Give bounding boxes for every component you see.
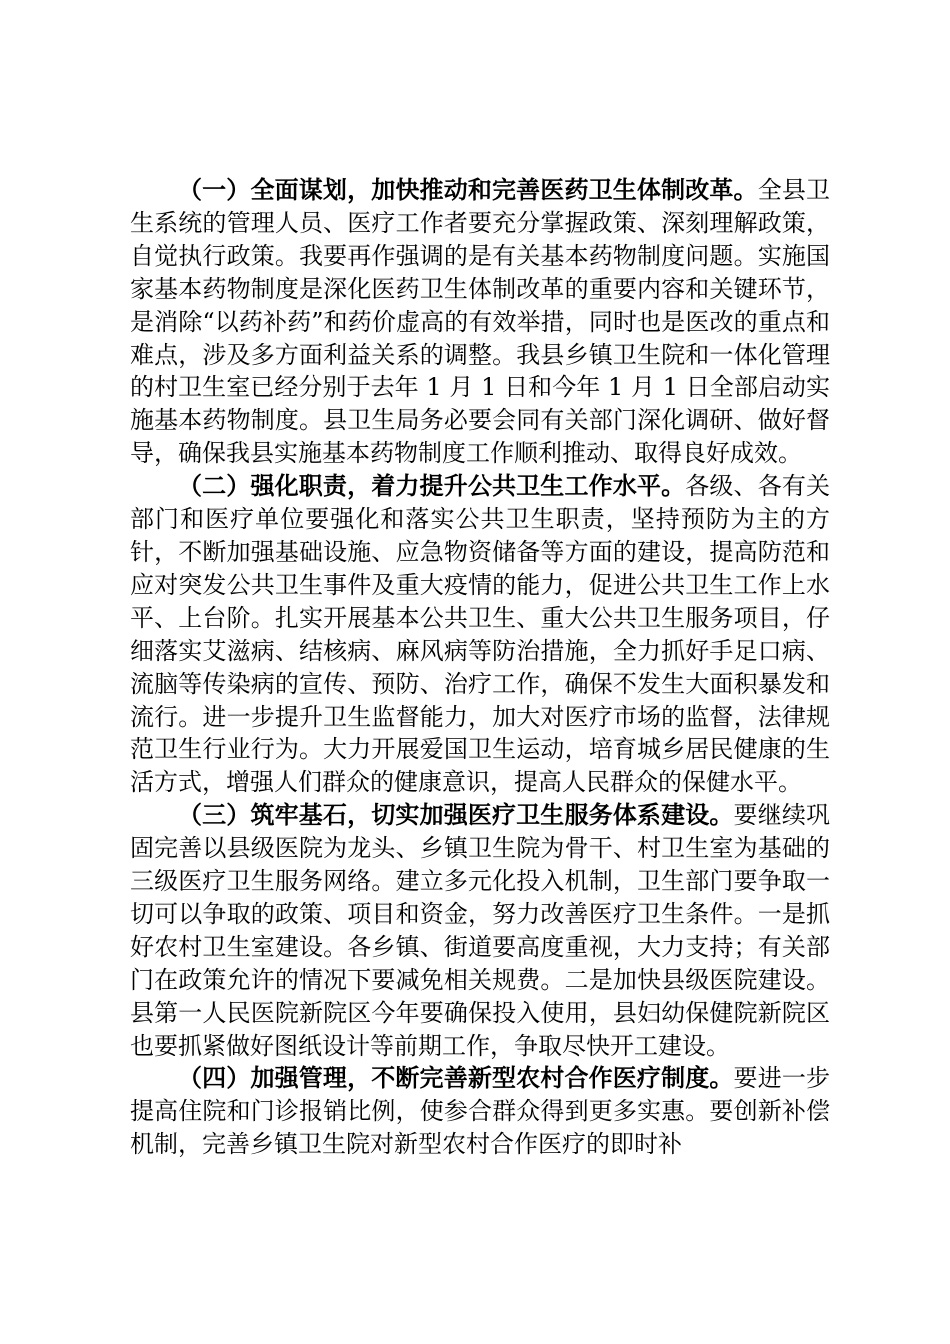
paragraph-1-heading: （一）全面谋划，加快推动和完善医药卫生体制改革。: [178, 176, 758, 204]
document-body: [130, 174, 830, 1161]
paragraph-2-heading: （二）强化职责，着力提升公共卫生工作水平。: [178, 472, 686, 501]
paragraph-2-body: 各级、各有关部门和医疗单位要强化和落实公共卫生职责，坚持预防为主的方针，不断加强基础设施、应急物资储备等方面的建设，提高防范和应对突发公共卫生事件及重大疫情的能力，促进公共卫生工作上水平、上台阶。扎实开展基本公共卫生、重大公共卫生服务项目，仔细落实艾滋病、结核病、麻风病等防治措施，全力抓好手足口病、流脑等传染病的宣传、预防、治疗工作，确保不发生大面积暴发和流行。进一步提升卫生监督能力，加大对医疗市场的监督，法律规范卫生行业行为。大力开展爱国卫生运动，培育城乡居民健康的生活方式，增强人们群众的健康意识，提高人民群众的保健水平。: [130, 472, 831, 797]
paragraph-4-body: 要进一步提高住院和门诊报销比例，使参合群众得到更多实惠。要创新补偿机制，完善乡镇卫生院对新型农村合作医疗的即时补: [130, 1064, 831, 1159]
paragraph-3-body: 要继续巩固完善以县级医院为龙头、乡镇卫生院为骨干、村卫生室为基础的三级医疗卫生服务网络。建立多元化投入机制，卫生部门要争取一切可以争取的政策、项目和资金，努力改善医疗卫生条件。一是抓好农村卫生室建设。各乡镇、街道要高度重视，大力支持；有关部门在政策允许的情况下要减免相关规费。二是加快县级医院建设。县第一人民医院新院区今年要确保投入使用，县妇幼保健院新院区也要抓紧做好图纸设计等前期工作，争取尽快开工建设。: [130, 801, 831, 1060]
paragraph-1-body: 全县卫生系统的管理人员、医疗工作者要充分掌握政策、深刻理解政策，自觉执行政策。我要再作强调的是有关基本药物制度问题。实施国家基本药物制度是深化医药卫生体制改革的重要内容和关键环节，是消除“以药补药”和药价虚高的有效举措，同时也是医改的重点和难点，涉及多方面利益关系的调整。我县乡镇卫生院和一体化管理的村卫生室已经分别于去年 1 月 1 日和今年 1 月 1 日全部启动实施基本药物制度。县卫生局务必要会同有关部门深化调研、做好督导，确保我县实施基本药物制度工作顺利推动、取得良好成效。: [130, 176, 831, 468]
paragraph-2: [130, 470, 830, 799]
paragraph-3: [130, 799, 830, 1062]
paragraph-3-heading: （三）筑牢基石，切实加强医疗卫生服务体系建设。: [178, 801, 734, 830]
paragraph-4: [130, 1062, 830, 1161]
paragraph-1: [130, 174, 830, 470]
paragraph-4-heading: （四）加强管理，不断完善新型农村合作医疗制度。: [178, 1064, 734, 1093]
